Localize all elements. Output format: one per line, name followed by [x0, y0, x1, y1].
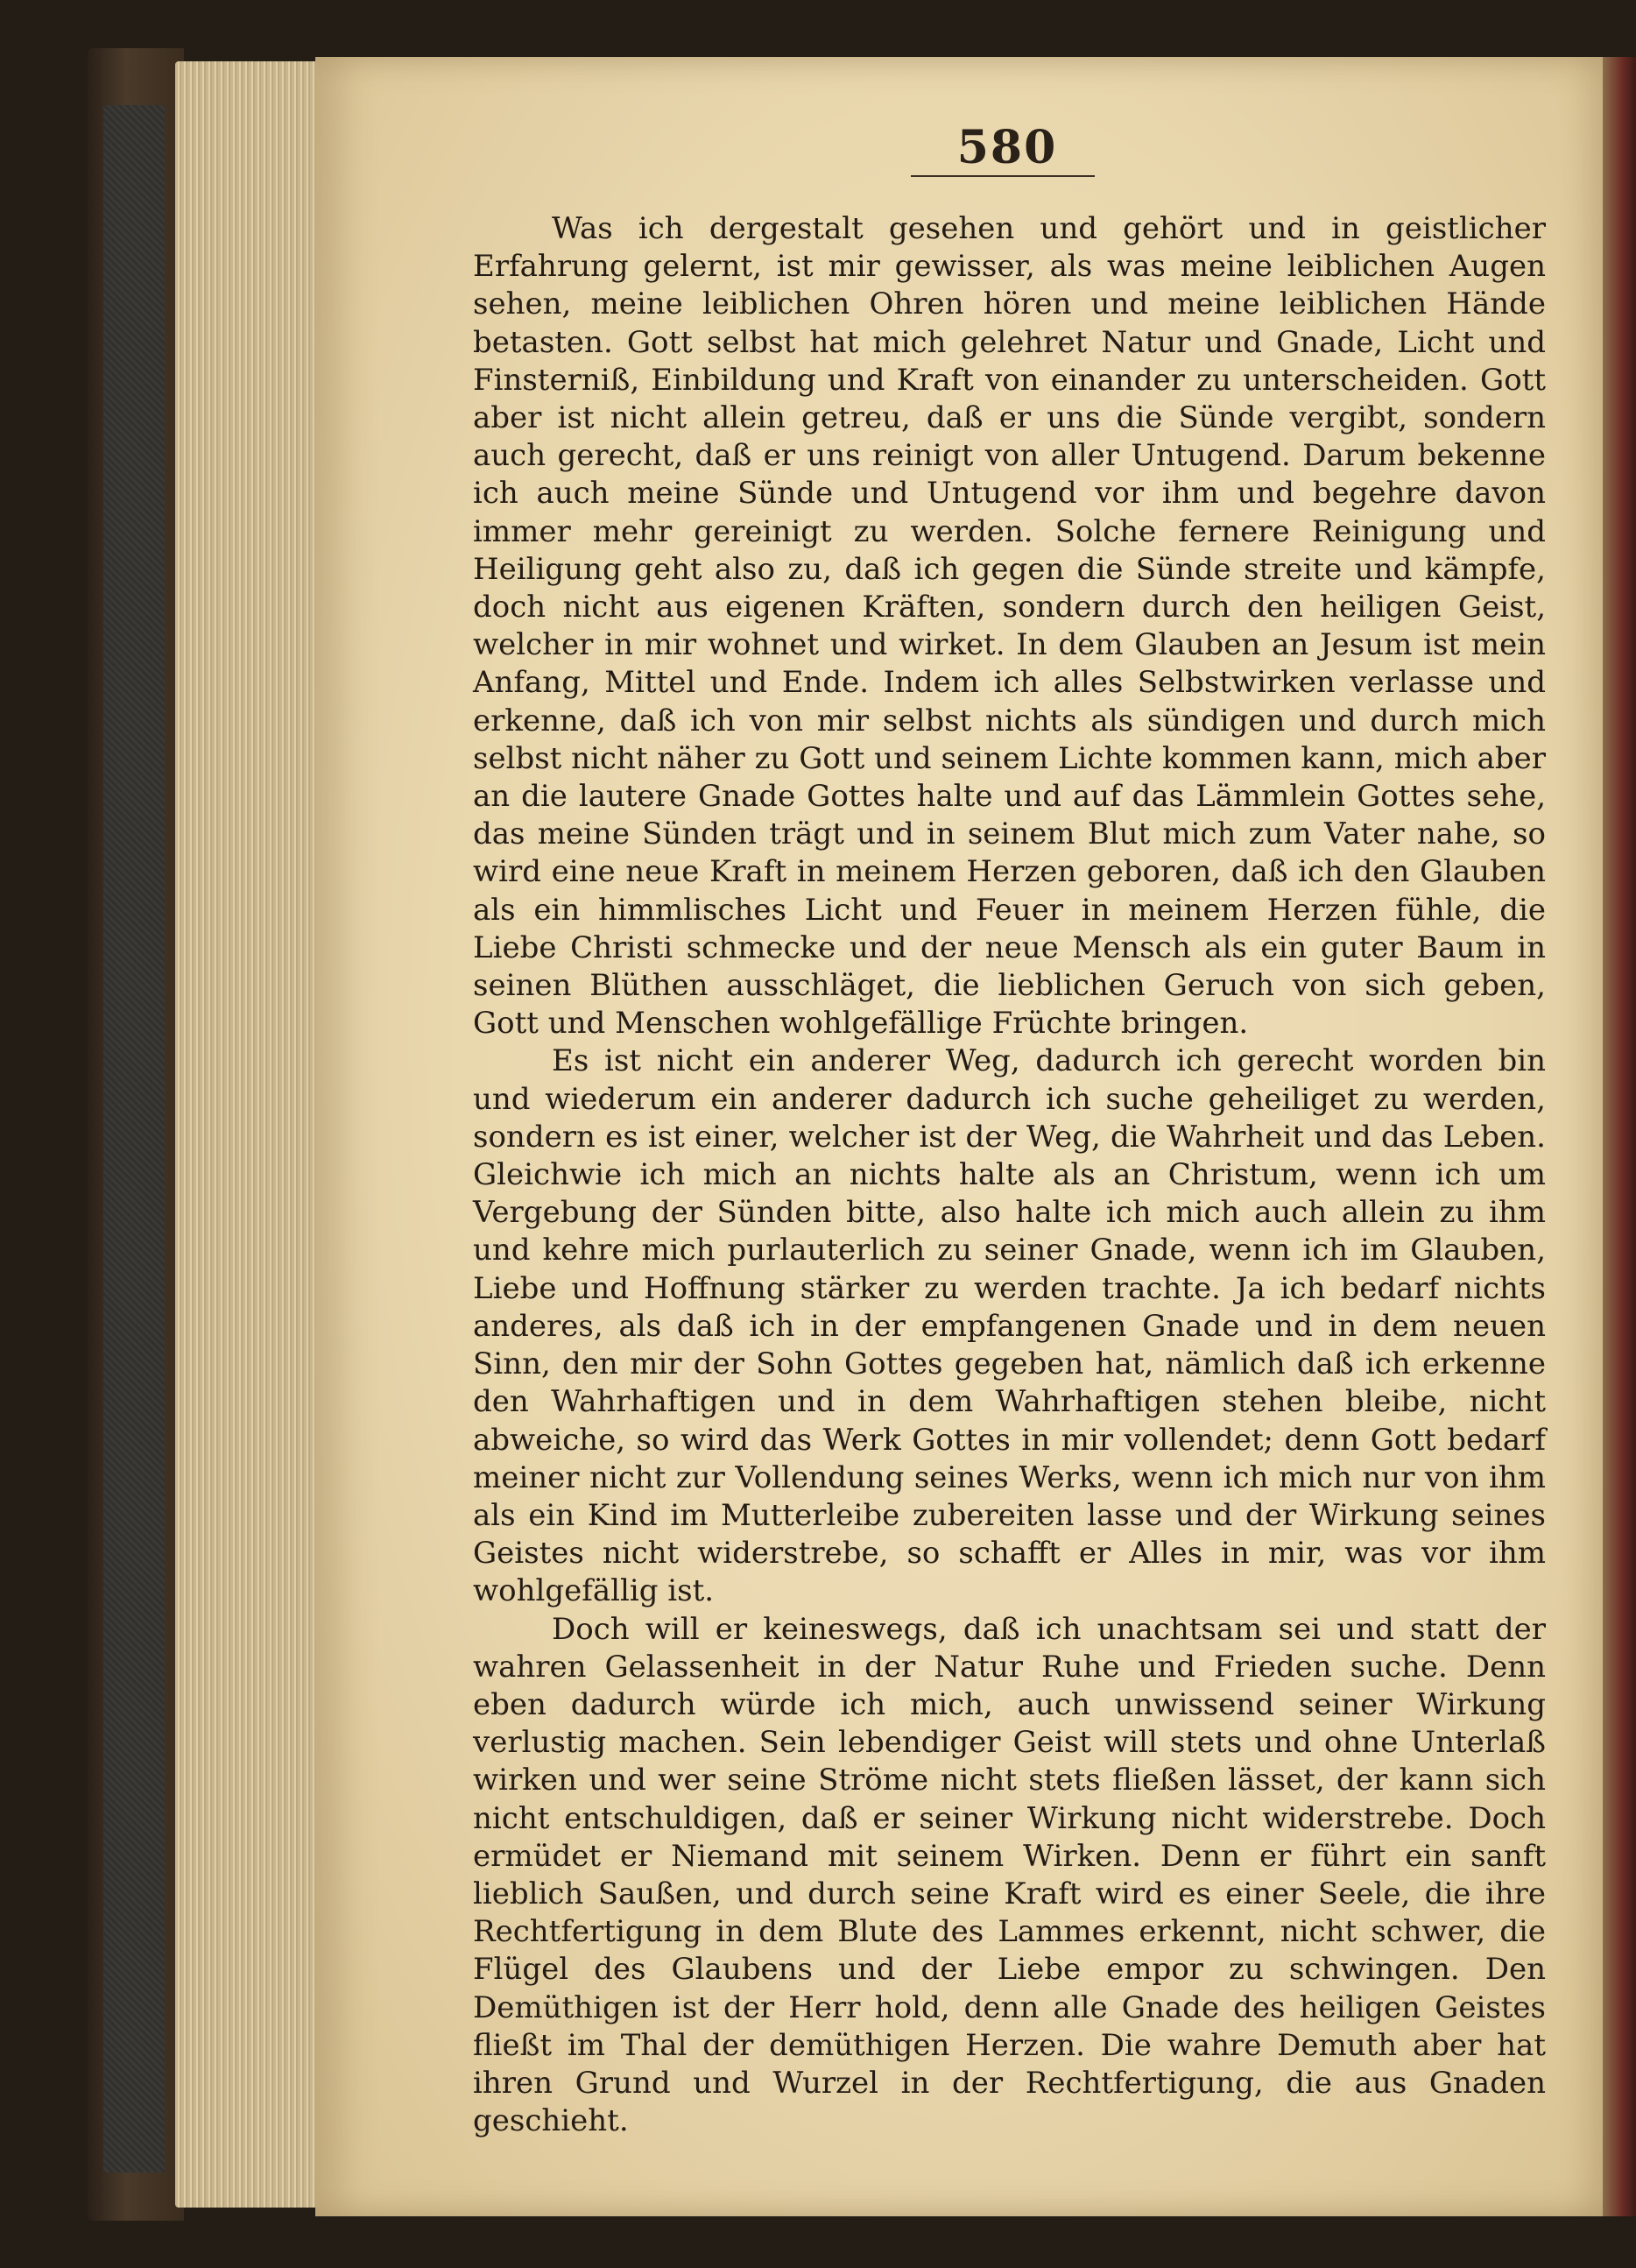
body-text — [473, 210, 1546, 2140]
paragraph: Was ich dergestalt gesehen und gehört und in geistlicher Erfahrung gelernt, ist mir gewisser, als was meine leiblichen Augen sehen, meine leiblichen Ohren hören und meine leiblichen Hände betasten. Gott selbst hat mich gelehret Natur und Gnade, Licht und Finsterniß, Einbildung und Kraft von einander zu unterscheiden. Gott aber ist nicht allein getreu, daß er uns die Sünde vergibt, sondern auch gerecht, daß er uns reinigt von aller Untugend. Darum bekenne ich auch meine Sünde und Untugend vor ihm und begehre davon immer mehr gereinigt zu werden. Solche fernere Reinigung und Heiligung geht also zu, daß ich gegen die Sünde streite und kämpfe, doch nicht aus eigenen Kräften, sondern durch den heiligen Geist, welcher in mir wohnet und wirket. In dem Glauben an Jesum ist mein Anfang, Mittel und Ende. Indem ich alles Selbstwirken verlasse und erkenne, daß ich von mir selbst nichts als sündigen und durch mich selbst nicht näher zu Gott und seinem Lichte kommen kann, mich aber an die lautere Gnade Gottes halte und auf das Lämmlein Gottes sehe, das meine Sünden trägt und in seinem Blut mich zum Vater nahe, so wird eine neue Kraft in meinem Herzen geboren, daß ich den Glauben als ein himmlisches Licht und Feuer in meinem Herzen fühle, die Liebe Christi schmecke und der neue Mensch als ein guter Baum in seinen Blüthen ausschläget, die lieblichen Geruch von sich geben, Gott und Menschen wohlgefällige Früchte bringen. — [473, 211, 1546, 1042]
cover-leather-texture — [103, 105, 165, 2173]
page-number-rule — [911, 175, 1095, 177]
book-cover-right — [1603, 57, 1636, 2216]
page-block-edges — [175, 61, 324, 2208]
page-number: 580 — [956, 121, 1058, 174]
paragraph: Es ist nicht ein anderer Weg, dadurch ich gerecht worden bin und wiederum ein anderer dadurch ich suche geheiliget zu werden, sondern es ist einer, welcher ist der Weg, die Wahrheit und das Leben. Gleichwie ich mich an nichts halte als an Christum, wenn ich um Vergebung der Sünden bitte, also halte ich mich auch allein zu ihm und kehre mich purlauterlich zu seiner Gnade, wenn ich im Glauben, Liebe und Hoffnung stärker zu werden trachte. Ja ich bedarf nichts anderes, als daß ich in der empfangenen Gnade und in dem neuen Sinn, den mir der Sohn Gottes gegeben hat, nämlich daß ich erkenne den Wahrhaftigen und in dem Wahrhaftigen stehen bleibe, nicht abweiche, so wird das Werk Gottes in mir vollendet; denn Gott bedarf meiner nicht zur Vollendung seines Werks, wenn ich mich nur von ihm als ein Kind im Mutterleibe zubereiten lasse und der Wirkung seines Geistes nicht widerstrebe, so schafft er Alles in mir, was vor ihm wohlgefällig ist. — [473, 1043, 1546, 1609]
paragraph: Doch will er keineswegs, daß ich unachtsam sei und statt der wahren Gelassenheit in der Natur Ruhe und Frieden suche. Denn eben dadurch würde ich mich, auch unwissend seiner Wirkung verlustig machen. Sein lebendiger Geist will stets und ohne Unterlaß wirken und wer seine Ströme nicht stets fließen lässet, der kann sich nicht entschuldigen, daß er seiner Wirkung nicht widerstrebe. Doch ermüdet er Niemand mit seinem Wirken. Denn er führt ein sanft lieblich Saußen, und durch seine Kraft wird es einer Seele, die ihre Rechtfertigung in dem Blute des Lammes erkennt, nicht schwer, die Flügel des Glaubens und der Liebe empor zu schwingen. Den Demüthigen ist der Herr hold, denn alle Gnade des heiligen Geistes fließt im Thal der demüthigen Herzen. Die wahre Demuth aber hat ihren Grund und Wurzel in der Rechtfertigung, die aus Gnaden geschieht. — [473, 1611, 1546, 2139]
